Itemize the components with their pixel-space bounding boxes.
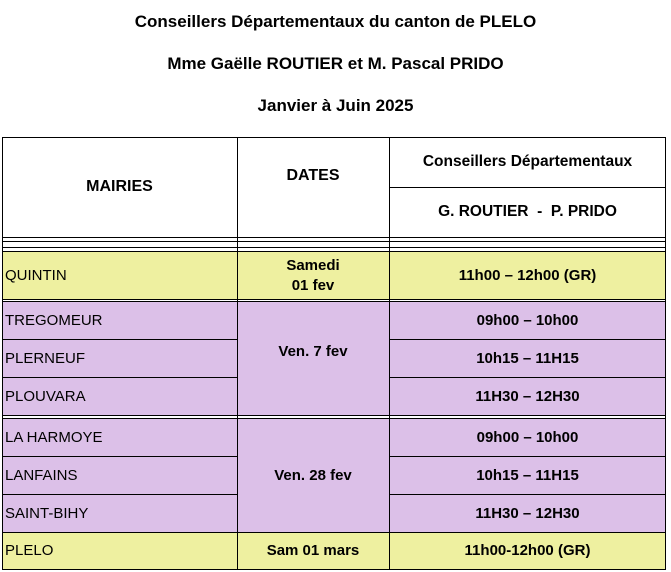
time-slot: 11H30 – 12H30 (475, 387, 580, 405)
grid-line (665, 137, 666, 570)
time-cell (389, 252, 666, 299)
title-period: Janvier à Juin 2025 (257, 96, 414, 115)
grid-line (2, 251, 666, 252)
time-cell (389, 418, 666, 456)
date-line1: Sam 01 mars (266, 542, 360, 559)
mairie-name: LANFAINS (5, 466, 78, 484)
date-cell (237, 301, 389, 415)
date-line2: 01 fev (291, 276, 335, 294)
grid-line (2, 569, 666, 570)
time-slot: 09h00 – 10h00 (476, 428, 579, 446)
time-cell (389, 339, 666, 377)
schedule-table (2, 137, 666, 570)
grid-line (2, 299, 666, 300)
time-slot: 09h00 – 10h00 (476, 311, 579, 329)
table-row-mairie (2, 532, 237, 569)
title-canton: Conseillers Départementaux du canton de PLELO (134, 12, 537, 31)
header-dates (237, 137, 389, 215)
header-conseillers-label: Conseillers Départementaux (422, 153, 633, 170)
grid-line (2, 247, 666, 248)
title-councillors: Mme Gaëlle ROUTIER et M. Pascal PRIDO (167, 54, 504, 73)
time-slot: 11H30 – 12H30 (475, 504, 580, 522)
time-cell (389, 494, 666, 532)
header-names-label: G. ROUTIER - P. PRIDO (438, 203, 617, 220)
mairie-name: PLERNEUF (5, 349, 86, 367)
table-row-mairie (2, 252, 237, 299)
date-cell (237, 418, 389, 532)
date-cell (237, 532, 389, 569)
grid-line (2, 241, 666, 242)
time-slot: 10h15 – 11H15 (476, 349, 579, 367)
header-dates-label: DATES (286, 167, 340, 184)
grid-line (389, 494, 666, 495)
header-conseillers-names (389, 187, 666, 237)
time-cell (389, 301, 666, 339)
time-cell (389, 377, 666, 415)
grid-line (389, 187, 666, 188)
table-row-mairie (2, 494, 237, 532)
date-line1: Samedi (286, 256, 340, 274)
grid-line (2, 301, 666, 302)
header-conseillers (389, 137, 666, 187)
grid-line (2, 237, 666, 238)
grid-line (2, 532, 666, 533)
time-cell (389, 456, 666, 494)
grid-line (2, 415, 666, 416)
date-line1: Ven. 28 fev (274, 466, 352, 484)
grid-line (389, 456, 666, 457)
mairie-name: QUINTIN (5, 267, 67, 284)
mairie-name: TREGOMEUR (5, 311, 103, 329)
grid-line (2, 494, 237, 495)
grid-line (389, 377, 666, 378)
time-cell (389, 532, 666, 569)
grid-line (2, 339, 237, 340)
grid-line (2, 456, 237, 457)
time-slot: 11h00-12h00 (GR) (464, 542, 591, 559)
mairie-name: PLELO (5, 542, 54, 559)
time-slot: 10h15 – 11H15 (476, 466, 579, 484)
grid-line (2, 377, 237, 378)
table-row-mairie (2, 456, 237, 494)
grid-line (389, 137, 390, 570)
mairie-name: LA HARMOYE (5, 428, 103, 446)
mairie-name: SAINT-BIHY (5, 504, 89, 522)
date-cell (237, 252, 389, 299)
table-row-mairie (2, 301, 237, 339)
grid-line (2, 137, 3, 570)
table-row-mairie (2, 418, 237, 456)
grid-line (2, 137, 666, 138)
grid-line (2, 418, 666, 419)
table-row-mairie (2, 339, 237, 377)
table-row-mairie (2, 377, 237, 415)
time-slot: 11h00 – 12h00 (GR) (458, 267, 597, 284)
grid-line (237, 137, 238, 570)
mairie-name: PLOUVARA (5, 387, 86, 405)
grid-line (389, 339, 666, 340)
header-mairies-label: MAIRIES (86, 178, 153, 195)
date-line1: Ven. 7 fev (278, 343, 348, 360)
header-mairies (2, 137, 237, 237)
